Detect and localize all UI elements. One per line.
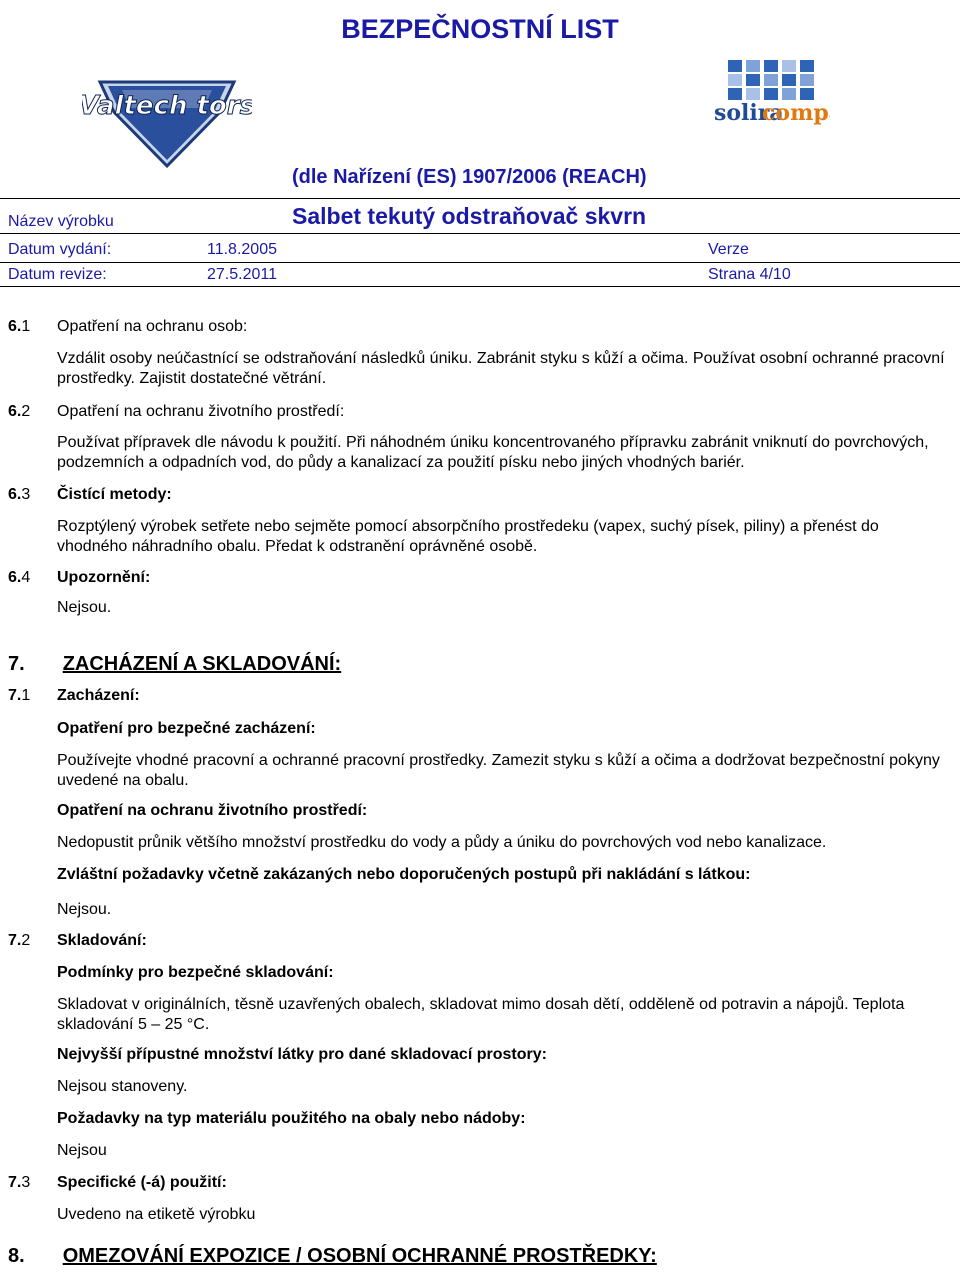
subsection-heading: Nejvyšší přípustné množství látky pro dané skladovací prostory: [57, 1046, 547, 1063]
paragraph: Nedopustit průnik většího množství prostředku do vody a půdy a úniku do povrchových vod nebo kanalizace. [57, 834, 827, 851]
document-title: BEZPEČNOSTNÍ LIST [341, 14, 619, 44]
subsection-heading: Zacházení: [57, 687, 140, 704]
revision-date: 27.5.2011 [207, 266, 277, 283]
solira-company-logo [710, 58, 830, 158]
divider [0, 233, 960, 234]
issue-date: 11.8.2005 [207, 241, 277, 258]
section-title: OMEZOVÁNÍ EXPOZICE / OSOBNÍ OCHRANNÉ PROSTŘEDKY: [62, 1245, 657, 1267]
subsection-heading: Specifické (-á) použití: [57, 1174, 227, 1191]
page-number: Strana 4/10 [708, 266, 791, 283]
paragraph: Nejsou. [57, 901, 112, 918]
issue-label: Datum vydání: [8, 241, 112, 258]
subsection-heading: Opatření na ochranu životního prostředí: [57, 403, 345, 420]
section-number: 7. [8, 653, 25, 675]
section-number: 8. [8, 1245, 25, 1267]
paragraph: Používat přípravek dle návodu k použití. Při náhodném úniku koncentrovaného přípravku zabránit vniknutí do povrchových, podzemních a odpadních vod, do půdy a kanalizací za použití písku nebo jiných vhodných bariér. [57, 434, 929, 471]
paragraph: Rozptýlený výrobek setřete nebo sejměte pomocí absorpčního prostředeku (vapex, suchý písek, piliny) a přenést do vhodného náhradního obalu. Předat k odstranění oprávněné osobě. [57, 518, 879, 555]
section-number: 6.1 [8, 318, 31, 335]
paragraph: Nejsou. [57, 599, 112, 616]
product-name: Salbet tekutý odstraňovač skvrn [292, 203, 647, 229]
section-heading-8 [8, 1245, 657, 1268]
version-label: Verze [708, 241, 749, 258]
document-subtitle: (dle Nařízení (ES) 1907/2006 (REACH) [292, 166, 647, 188]
divider [0, 198, 960, 199]
divider [0, 286, 960, 287]
svg-text:company: comp [762, 100, 829, 126]
svg-text:solira: solira [714, 100, 784, 126]
paragraph: Nejsou stanoveny. [57, 1078, 188, 1095]
section-number: 7.3 [8, 1174, 31, 1191]
subsection-heading: Upozornění: [57, 569, 151, 586]
section-number: 6.2 [8, 403, 31, 420]
subsection-heading: Opatření pro bezpečné zacházení: [57, 720, 316, 737]
section-number: 7.1 [8, 687, 31, 704]
subsection-heading: Skladování: [57, 932, 147, 949]
subsection-heading: Opatření na ochranu osob: [57, 318, 248, 335]
subsection-heading: Čistící metody: [57, 486, 172, 503]
section-number: 7.2 [8, 932, 31, 949]
section-title: ZACHÁZENÍ A SKLADOVÁNÍ: [62, 653, 342, 675]
section-number: 6.4 [8, 569, 31, 586]
paragraph: Vzdálit osoby neúčastnící se odstraňování následků úniku. Zabránit styku s kůží a očima. Používat osobní ochranné pracovní prostředky. Zajistit dostatečné větrání. [57, 350, 945, 387]
paragraph: Uvedeno na etiketě výrobku [57, 1206, 256, 1223]
svg-text:Valtech tors: Valtech tors [82, 91, 252, 121]
subsection-heading: Zvláštní požadavky včetně zakázaných nebo doporučených postupů při nakládání s látkou: [57, 866, 751, 883]
divider [0, 262, 960, 263]
valtech-logo [82, 62, 252, 172]
section-number: 6.3 [8, 486, 31, 503]
subsection-heading: Opatření na ochranu životního prostředí: [57, 802, 368, 819]
paragraph: Používejte vhodné pracovní a ochranné pracovní prostředky. Zamezit styku s kůží a očima a dodržovat bezpečnostní pokyny uvedené na obalu. [57, 752, 940, 789]
subsection-heading: Podmínky pro bezpečné skladování: [57, 964, 334, 981]
section-heading-7 [8, 653, 341, 676]
revision-label: Datum revize: [8, 266, 107, 283]
paragraph: Skladovat v originálních, těsně uzavřených obalech, skladovat mimo dosah dětí, odděleně od potravin a nápojů. Teplota skladování 5 – 25 °C. [57, 996, 905, 1033]
paragraph: Nejsou [57, 1142, 107, 1159]
product-label: Název výrobku [8, 213, 114, 230]
subsection-heading: Požadavky na typ materiálu použitého na obaly nebo nádoby: [57, 1110, 526, 1127]
